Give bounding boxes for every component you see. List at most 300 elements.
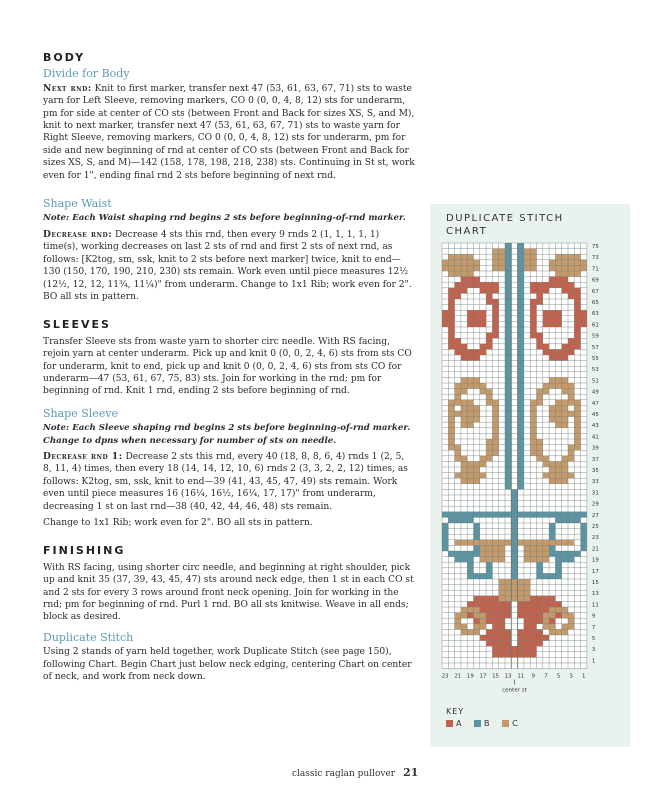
sleeves-paragraph: Transfer Sleeve sts from waste yarn to shorter circ needle. With RS facing, rejoin yarn at center underarm. Pick up and knit 0 (0, 0, 2, 4, 6) sts from sts CO for underarm, knit to end, pick up and knit 0 (0, 0, 2, 4, 6) sts from sts CO for underarm—47 (53, 61, 67, 75, 83) sts. Join for working in the rnd; pm for beginning of rnd. Knit 1 rnd, ending 2 sts before beginning of rnd.	[43, 336, 412, 397]
chart-cell	[486, 641, 492, 647]
chart-cell	[505, 288, 511, 294]
chart-cell	[499, 652, 505, 658]
chart-cell	[511, 501, 517, 507]
chart-cell	[442, 534, 448, 540]
chart-cell	[518, 372, 524, 378]
chart-cell	[492, 624, 498, 630]
chart-cell	[505, 601, 511, 607]
chart-cell	[574, 517, 580, 523]
chart-cell	[442, 523, 448, 529]
chart-cell	[467, 310, 473, 316]
chart-cell	[562, 260, 568, 266]
chart-cell	[524, 596, 530, 602]
chart-cell	[518, 450, 524, 456]
chart-cell	[505, 652, 511, 658]
chart-cell	[467, 316, 473, 322]
chart-cell	[499, 646, 505, 652]
chart-cell	[448, 417, 454, 423]
chart-cell	[480, 473, 486, 479]
chart-cell	[505, 349, 511, 355]
key-swatch-a	[446, 720, 453, 727]
row-tick-label: 63	[591, 311, 599, 318]
chart-cell	[555, 517, 561, 523]
chart-cell	[549, 405, 555, 411]
chart-cell	[492, 411, 498, 417]
chart-cell	[530, 624, 536, 630]
chart-cell	[574, 333, 580, 339]
chart-cell	[467, 417, 473, 423]
chart-cell	[480, 596, 486, 602]
column-tick-label: 11	[517, 673, 525, 680]
chart-cell	[518, 271, 524, 277]
chart-cell	[530, 400, 536, 406]
chart-cell	[486, 601, 492, 607]
chart-cell	[505, 585, 511, 591]
chart-cell	[492, 333, 498, 339]
row-tick-label: 7	[591, 624, 596, 631]
chart-cell	[455, 254, 461, 260]
chart-cell	[505, 450, 511, 456]
chart-cell	[555, 478, 561, 484]
chart-cell	[505, 400, 511, 406]
chart-cell	[543, 601, 549, 607]
chart-cell	[448, 517, 454, 523]
chart-cell	[543, 461, 549, 467]
row-tick-label: 61	[591, 322, 599, 329]
center-st-label: center st	[502, 687, 527, 694]
chart-cell	[555, 310, 561, 316]
chart-cell	[537, 293, 543, 299]
chart-cell	[505, 277, 511, 283]
chart-cell	[461, 540, 467, 546]
chart-cell	[505, 355, 511, 361]
chart-cell	[505, 433, 511, 439]
chart-cell	[524, 624, 530, 630]
chart-cell	[474, 629, 480, 635]
chart-cell	[518, 260, 524, 266]
row-tick-label: 37	[591, 456, 599, 463]
chart-cell	[455, 260, 461, 266]
shape-sleeve-title: Shape Sleeve	[43, 406, 119, 420]
chart-cell	[549, 573, 555, 579]
chart-cell	[505, 338, 511, 344]
chart-cell	[537, 445, 543, 451]
chart-cell	[511, 585, 517, 591]
chart-cell	[467, 467, 473, 473]
chart-cell	[455, 344, 461, 350]
chart-cell	[581, 316, 587, 322]
chart-cell	[505, 540, 511, 546]
chart-cell	[486, 568, 492, 574]
chart-cell	[518, 305, 524, 311]
chart-cell	[480, 635, 486, 641]
chart-cell	[518, 405, 524, 411]
chart-cell	[568, 394, 574, 400]
chart-cell	[474, 613, 480, 619]
chart-cell	[474, 534, 480, 540]
chart-cell	[474, 523, 480, 529]
chart-cell	[486, 562, 492, 568]
chart-cell	[530, 540, 536, 546]
chart-cell	[505, 333, 511, 339]
chart-cell	[461, 478, 467, 484]
chart-cell	[543, 389, 549, 395]
chart-cell	[518, 439, 524, 445]
chart-cell	[562, 624, 568, 630]
chart-cell	[543, 288, 549, 294]
chart-cell	[480, 607, 486, 613]
chart-cell	[518, 277, 524, 283]
chart-cell	[543, 282, 549, 288]
chart-cell	[537, 439, 543, 445]
chart-cell	[492, 316, 498, 322]
chart-cell	[562, 355, 568, 361]
chart-cell	[486, 394, 492, 400]
chart-cell	[524, 613, 530, 619]
chart-cell	[467, 473, 473, 479]
chart-cell	[518, 243, 524, 249]
chart-cell	[518, 445, 524, 451]
chart-cell	[486, 613, 492, 619]
chart-cell	[555, 540, 561, 546]
column-tick-label: 23	[441, 673, 449, 680]
chart-cell	[455, 282, 461, 288]
chart-cell	[442, 316, 448, 322]
chart-cell	[499, 635, 505, 641]
chart-title-line-1: DUPLICATE STITCH	[446, 213, 564, 224]
chart-cell	[442, 260, 448, 266]
chart-cell	[480, 601, 486, 607]
chart-cell	[581, 310, 587, 316]
chart-cell	[461, 629, 467, 635]
chart-cell	[461, 265, 467, 271]
chart-cell	[511, 590, 517, 596]
row-tick-label: 23	[591, 535, 599, 542]
chart-cell	[530, 439, 536, 445]
column-tick-label: 21	[454, 673, 462, 680]
chart-cell	[492, 540, 498, 546]
chart-cell	[467, 512, 473, 518]
chart-cell	[455, 512, 461, 518]
chart-cell	[499, 624, 505, 630]
chart-cell	[555, 417, 561, 423]
chart-cell	[530, 618, 536, 624]
chart-cell	[486, 450, 492, 456]
row-tick-label: 47	[591, 400, 599, 407]
chart-cell	[581, 534, 587, 540]
chart-cell	[537, 540, 543, 546]
chart-cell	[524, 585, 530, 591]
chart-cell	[505, 305, 511, 311]
chart-cell	[524, 629, 530, 635]
chart-cell	[530, 316, 536, 322]
chart-cell	[505, 417, 511, 423]
chart-cell	[568, 288, 574, 294]
chart-cell	[505, 428, 511, 434]
chart-cell	[474, 624, 480, 630]
chart-cell	[530, 557, 536, 563]
divide-for-body-text: Knit to first marker, transfer next 47 (53, 61, 63, 67, 71) sts to waste yarn for Left Sleeve, removing markers, CO 0 (0, 0, 4, 8, 12) sts for underarm, pm for side at center of CO sts (between Front and Back for sizes XS, S, and M), knit to next marker, transfer next 47 (53, 61, 63, 67, 71) sts to waste yarn for Right Sleeve, removing markers, CO 0 (0, 0, 4, 8, 12) sts for underarm, pm for side and new beginning of rnd at center of CO sts (between Front and Back for sizes XS, S, and M)—142 (158, 178, 198, 218, 238) sts. Continuing in St st, work even for 1", ending final rnd 2 sts before beginning of next rnd.	[43, 83, 415, 181]
chart-cell	[530, 333, 536, 339]
chart-cell	[505, 361, 511, 367]
chart-cell	[442, 265, 448, 271]
chart-cell	[461, 389, 467, 395]
chart-cell	[492, 310, 498, 316]
chart-cell	[448, 305, 454, 311]
chart-cell	[549, 629, 555, 635]
chart-cell	[455, 271, 461, 277]
chart-cell	[461, 624, 467, 630]
chart-cell	[555, 512, 561, 518]
chart-cell	[518, 321, 524, 327]
chart-cell	[549, 467, 555, 473]
key-legend	[446, 719, 528, 728]
chart-cell	[530, 607, 536, 613]
chart-cell	[486, 635, 492, 641]
chart-cell	[505, 254, 511, 260]
chart-cell	[568, 293, 574, 299]
chart-cell	[549, 411, 555, 417]
chart-cell	[492, 618, 498, 624]
chart-cell	[486, 607, 492, 613]
chart-cell	[518, 585, 524, 591]
chart-cell	[530, 450, 536, 456]
chart-cell	[461, 355, 467, 361]
chart-cell	[549, 540, 555, 546]
chart-cell	[518, 641, 524, 647]
chart-cell	[511, 573, 517, 579]
chart-cell	[505, 310, 511, 316]
chart-cell	[549, 512, 555, 518]
chart-cell	[442, 512, 448, 518]
chart-cell	[555, 277, 561, 283]
chart-cell	[455, 400, 461, 406]
chart-cell	[555, 282, 561, 288]
chart-cell	[455, 557, 461, 563]
chart-cell	[555, 473, 561, 479]
chart-cell	[549, 613, 555, 619]
chart-cell	[574, 288, 580, 294]
chart-cell	[530, 405, 536, 411]
row-tick-label: 21	[591, 546, 599, 553]
chart-cell	[461, 254, 467, 260]
chart-cell	[543, 545, 549, 551]
chart-cell	[549, 461, 555, 467]
chart-cell	[555, 355, 561, 361]
chart-cell	[492, 596, 498, 602]
chart-cell	[480, 624, 486, 630]
chart-cell	[511, 596, 517, 602]
chart-cell	[518, 613, 524, 619]
chart-cell	[530, 646, 536, 652]
chart-cell	[486, 551, 492, 557]
chart-cell	[518, 316, 524, 322]
chart-cell	[574, 433, 580, 439]
chart-cell	[518, 400, 524, 406]
chart-cell	[486, 512, 492, 518]
chart-cell	[499, 551, 505, 557]
chart-cell	[492, 545, 498, 551]
chart-cell	[505, 249, 511, 255]
chart-cell	[518, 607, 524, 613]
chart-cell	[474, 573, 480, 579]
chart-cell	[455, 624, 461, 630]
chart-cell	[524, 579, 530, 585]
chart-cell	[537, 344, 543, 350]
row-tick-label: 45	[591, 412, 599, 419]
chart-cell	[461, 282, 467, 288]
chart-cell	[511, 495, 517, 501]
chart-cell	[518, 288, 524, 294]
chart-cell	[492, 439, 498, 445]
chart-cell	[461, 349, 467, 355]
key-item-a: A	[446, 719, 461, 728]
chart-cell	[530, 445, 536, 451]
chart-cell	[555, 461, 561, 467]
chart-cell	[518, 254, 524, 260]
chart-cell	[562, 344, 568, 350]
pattern-text-column	[43, 52, 415, 687]
key-item-b: B	[474, 719, 490, 728]
chart-cell	[505, 405, 511, 411]
chart-cell	[480, 557, 486, 563]
chart-cell	[562, 405, 568, 411]
shape-sleeve-note: Note: Each Sleeve shaping rnd begins 2 sts before beginning-of-rnd marker. Change to dpns when necessary for number of sts on needle.	[43, 423, 411, 446]
chart-cell	[555, 411, 561, 417]
chart-cell	[461, 383, 467, 389]
chart-cell	[543, 512, 549, 518]
row-tick-label: 59	[591, 333, 599, 340]
chart-cell	[574, 428, 580, 434]
chart-cell	[562, 254, 568, 260]
row-tick-label: 1	[591, 658, 596, 665]
chart-cell	[455, 389, 461, 395]
key-swatch-c	[502, 720, 509, 727]
chart-cell	[455, 450, 461, 456]
chart-cell	[480, 461, 486, 467]
chart-cell	[555, 562, 561, 568]
chart-cell	[461, 517, 467, 523]
chart-cell	[505, 590, 511, 596]
chart-cell	[448, 411, 454, 417]
page-number: 21	[403, 766, 419, 779]
chart-cell	[467, 355, 473, 361]
chart-cell	[505, 461, 511, 467]
chart-cell	[474, 265, 480, 271]
row-tick-label: 9	[591, 613, 596, 620]
chart-cell	[530, 551, 536, 557]
chart-cell	[518, 366, 524, 372]
chart-cell	[461, 271, 467, 277]
chart-cell	[467, 601, 473, 607]
row-tick-label: 71	[591, 266, 599, 273]
chart-cell	[530, 613, 536, 619]
row-tick-label: 5	[591, 636, 596, 643]
chart-cell	[530, 321, 536, 327]
chart-cell	[568, 411, 574, 417]
chart-cell	[461, 400, 467, 406]
chart-cell	[518, 629, 524, 635]
chart-cell	[492, 551, 498, 557]
chart-cell	[537, 629, 543, 635]
chart-cell	[480, 456, 486, 462]
chart-cell	[499, 585, 505, 591]
chart-cell	[505, 613, 511, 619]
chart-cell	[486, 439, 492, 445]
chart-cell	[455, 265, 461, 271]
shape-sleeve-paragraph	[43, 451, 415, 513]
chart-cell	[530, 249, 536, 255]
chart-cell	[537, 456, 543, 462]
chart-cell	[505, 366, 511, 372]
row-tick-label: 17	[591, 568, 599, 575]
chart-title-line-2: CHART	[446, 226, 488, 237]
chart-cell	[455, 293, 461, 299]
key-swatch-b	[474, 720, 481, 727]
chart-cell	[543, 344, 549, 350]
chart-cell	[543, 551, 549, 557]
chart-cell	[467, 321, 473, 327]
chart-panel	[430, 204, 630, 747]
chart-cell	[537, 568, 543, 574]
chart-cell	[467, 613, 473, 619]
chart-cell	[518, 293, 524, 299]
chart-cell	[518, 456, 524, 462]
chart-cell	[574, 293, 580, 299]
chart-cell	[448, 327, 454, 333]
chart-cell	[549, 321, 555, 327]
chart-cell	[574, 445, 580, 451]
chart-cell	[492, 512, 498, 518]
chart-cell	[461, 456, 467, 462]
chart-cell	[461, 288, 467, 294]
chart-cell	[474, 383, 480, 389]
chart-cell	[518, 512, 524, 518]
chart-cell	[448, 400, 454, 406]
chart-cell	[448, 551, 454, 557]
chart-cell	[448, 433, 454, 439]
chart-cell	[486, 445, 492, 451]
column-tick-label: 7	[544, 673, 548, 680]
chart-cell	[474, 467, 480, 473]
chart-cell	[492, 445, 498, 451]
divide-for-body-title: Divide for Body	[43, 67, 130, 81]
chart-cell	[467, 377, 473, 383]
chart-cell	[568, 517, 574, 523]
chart-cell	[511, 529, 517, 535]
chart-cell	[505, 484, 511, 490]
chart-cell	[467, 277, 473, 283]
chart-cell	[448, 422, 454, 428]
chart-cell	[555, 422, 561, 428]
chart-cell	[562, 400, 568, 406]
chart-cell	[448, 254, 454, 260]
chart-cell	[499, 629, 505, 635]
chart-cell	[518, 422, 524, 428]
chart-cell	[555, 254, 561, 260]
chart-cell	[467, 540, 473, 546]
chart-cell	[505, 445, 511, 451]
chart-cell	[499, 641, 505, 647]
chart-cell	[511, 540, 517, 546]
chart-cell	[562, 613, 568, 619]
chart-cell	[524, 260, 530, 266]
row-tick-label: 31	[591, 490, 599, 497]
chart-cell	[480, 282, 486, 288]
chart-cell	[505, 394, 511, 400]
row-tick-label: 55	[591, 356, 599, 363]
chart-cell	[492, 265, 498, 271]
